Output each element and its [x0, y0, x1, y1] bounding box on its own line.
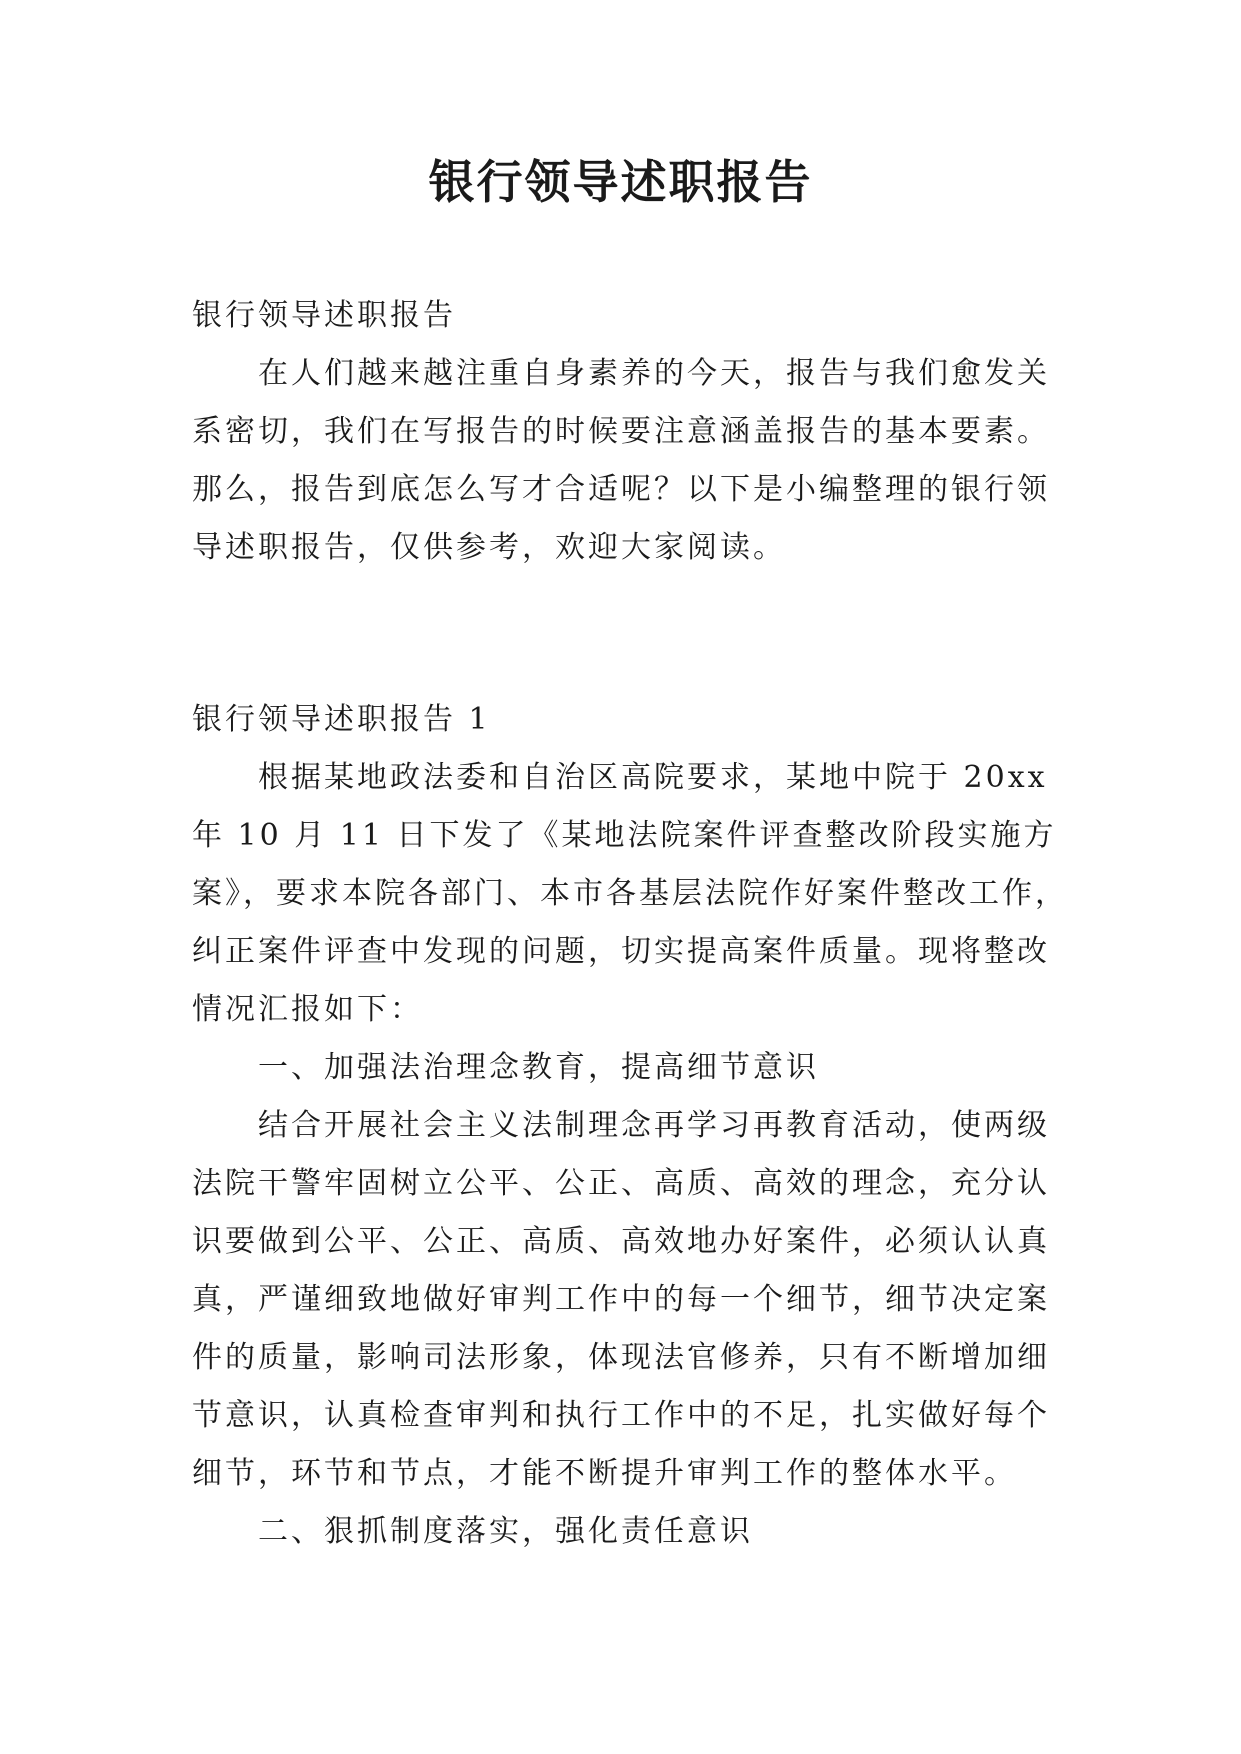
paragraph-line: 法院干警牢固树立公平、公正、高质、高效的理念，充分认	[192, 1166, 1050, 1201]
paragraph-line: 在人们越来越注重自身素养的今天，报告与我们愈发关	[258, 356, 1050, 391]
section-heading: 银行领导述职报告 1	[192, 702, 491, 737]
paragraph-line: 导述职报告，仅供参考，欢迎大家阅读。	[192, 530, 786, 565]
paragraph-line: 识要做到公平、公正、高质、高效地办好案件，必须认认真	[192, 1224, 1050, 1259]
paragraph-line: 年 10 月 11 日下发了《某地法院案件评查整改阶段实施方	[192, 818, 1057, 853]
paragraph-line: 结合开展社会主义法制理念再学习再教育活动，使两级	[258, 1108, 1050, 1143]
paragraph-line: 节意识，认真检查审判和执行工作中的不足，扎实做好每个	[192, 1398, 1050, 1433]
paragraph-line: 根据某地政法委和自治区高院要求，某地中院于 20xx	[258, 760, 1048, 795]
document-title: 银行领导述职报告	[428, 155, 813, 209]
subsection-heading: 二、狠抓制度落实，强化责任意识	[258, 1514, 753, 1549]
paragraph-line: 那么，报告到底怎么写才合适呢？以下是小编整理的银行领	[192, 472, 1050, 507]
paragraph-line: 情况汇报如下：	[192, 992, 423, 1027]
paragraph-line: 系密切，我们在写报告的时候要注意涵盖报告的基本要素。	[192, 414, 1050, 449]
paragraph-line: 件的质量，影响司法形象，体现法官修养，只有不断增加细	[192, 1340, 1050, 1375]
section-heading: 银行领导述职报告	[192, 298, 456, 333]
subsection-heading: 一、加强法治理念教育，提高细节意识	[258, 1050, 819, 1085]
paragraph-line: 真，严谨细致地做好审判工作中的每一个细节，细节决定案	[192, 1282, 1050, 1317]
paragraph-line: 案》，要求本院各部门、本市各基层法院作好案件整改工作，	[192, 876, 1068, 911]
paragraph-line: 细节，环节和节点，才能不断提升审判工作的整体水平。	[192, 1456, 1017, 1491]
paragraph-line: 纠正案件评查中发现的问题，切实提高案件质量。现将整改	[192, 934, 1050, 969]
